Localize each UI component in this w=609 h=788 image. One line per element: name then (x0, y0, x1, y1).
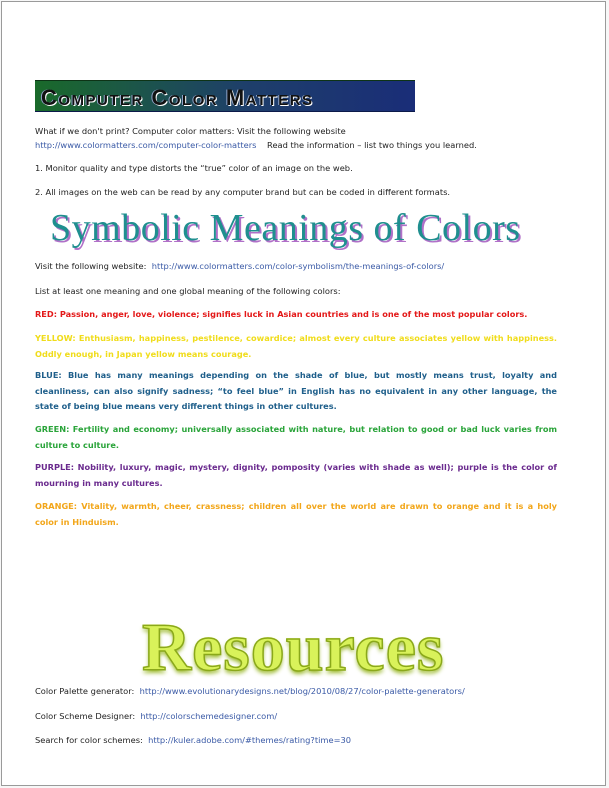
visit-label: Visit the following website: (35, 261, 147, 271)
color-purple: PURPLE: Nobility, luxury, magic, mystery, dignity, pomposity (varies with shade as well); purple is the color of mourning in many cultures. (35, 462, 557, 488)
resource-label: Search for color schemes: (35, 735, 143, 745)
symbolic-heading: Symbolic Meanings of Colors (50, 207, 521, 249)
visit-line (35, 260, 444, 273)
document-page (1, 1, 606, 786)
scheme-designer-link[interactable]: http://colorschemedesigner.com/ (140, 711, 278, 721)
palette-generator-link[interactable]: http://www.evolutionarydesigns.net/blog/2010/08/27/color-palette-generators/ (139, 686, 465, 696)
intro-question: What if we don't print? Computer color matters: Visit the following website (35, 126, 346, 136)
list-instruction: List at least one meaning and one global meaning of the following colors: (35, 286, 341, 296)
resource-label: Color Scheme Designer: (35, 711, 136, 721)
color-red: RED: Passion, anger, love, violence; signifies luck in Asian countries and is one of the most popular colors. (35, 309, 528, 319)
color-yellow: YELLOW: Enthusiasm, happiness, pestilence, cowardice; almost every culture associates yellow with happiness. Oddly enough, in Japan yellow means courage. (35, 333, 557, 359)
intro-line (35, 139, 477, 152)
learned-item-2: 2. All images on the web can be read by any computer brand but can be coded in different formats. (35, 187, 451, 197)
resource-item (35, 710, 277, 723)
resource-item (35, 685, 465, 698)
kuler-link[interactable]: http://kuler.adobe.com/#themes/rating?time=30 (148, 735, 352, 745)
learned-item-1: 1. Monitor quality and type distorts the “true” color of an image on the web. (35, 163, 353, 173)
banner-title: Computer Color Matters (41, 85, 314, 110)
color-blue: BLUE: Blue has many meanings depending on the shade of blue, but mostly means trust, loyalty and cleanliness, can also signify sadness; “to feel blue” in English has no equivalent in any other language, the state of being blue means very different things in other cultures. (35, 370, 557, 411)
resource-label: Color Palette generator: (35, 686, 135, 696)
intro-link[interactable]: http://www.colormatters.com/computer-color-matters (35, 140, 257, 150)
color-orange: ORANGE: Vitality, warmth, cheer, crassness; children all over the world are drawn to orange and it is a holy color in Hinduism. (35, 501, 557, 527)
color-green: GREEN: Fertility and economy; universally associated with nature, but relation to good or bad luck varies from culture to culture. (35, 424, 557, 450)
symbolism-link[interactable]: http://www.colormatters.com/color-symbolism/the-meanings-of-colors/ (151, 261, 445, 271)
resource-item (35, 734, 351, 747)
intro-instruction: Read the information – list two things you learned. (267, 140, 477, 150)
resources-heading: Resources (142, 609, 445, 685)
title-banner (35, 80, 415, 112)
